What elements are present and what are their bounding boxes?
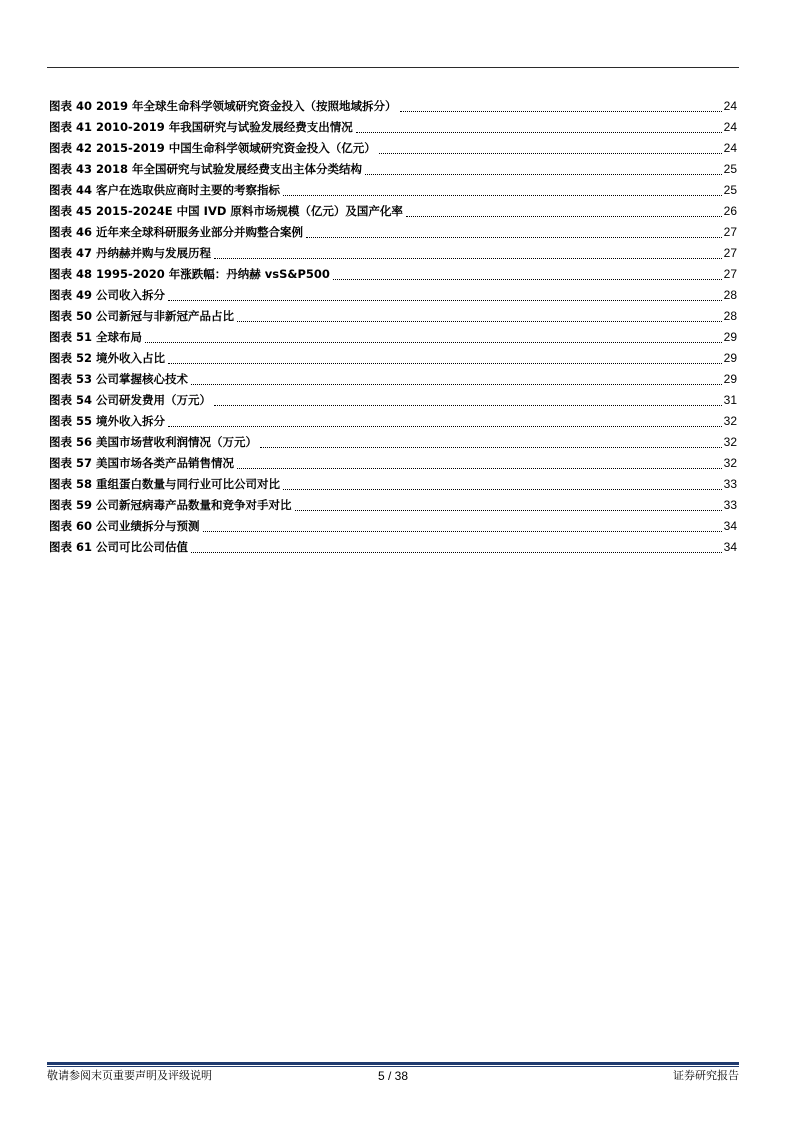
toc-entry-page: 24 <box>723 99 737 113</box>
toc-entry-44[interactable] <box>49 180 737 201</box>
toc-entry-55[interactable] <box>49 411 737 432</box>
toc-entry-40[interactable] <box>49 96 737 117</box>
toc-entry-57[interactable] <box>49 453 737 474</box>
toc-leader-dots <box>214 257 722 259</box>
toc-entry-title: 图表 58 重组蛋白数量与同行业可比公司对比 <box>49 477 281 491</box>
toc-entry-page: 25 <box>723 183 737 197</box>
toc-entry-page: 34 <box>723 519 737 533</box>
toc-leader-dots <box>214 404 722 406</box>
toc-entry-48[interactable] <box>49 264 737 285</box>
toc-entry-page: 27 <box>723 225 737 239</box>
toc-entry-page: 32 <box>723 456 737 470</box>
toc-entry-title: 图表 40 2019 年全球生命科学领域研究资金投入（按照地域拆分） <box>49 99 397 113</box>
toc-entry-title: 图表 43 2018 年全国研究与试验发展经费支出主体分类结构 <box>49 162 363 176</box>
toc-leader-dots <box>365 173 722 175</box>
toc-entry-title: 图表 54 公司研发费用（万元） <box>49 393 212 407</box>
toc-entry-page: 29 <box>723 372 737 386</box>
toc-leader-dots <box>283 194 722 196</box>
header-divider <box>47 67 739 68</box>
toc-leader-dots <box>237 467 722 469</box>
toc-entry-title: 图表 51 全球布局 <box>49 330 143 344</box>
toc-entry-52[interactable] <box>49 348 737 369</box>
toc-entry-page: 27 <box>723 267 737 281</box>
toc-entry-title: 图表 49 公司收入拆分 <box>49 288 166 302</box>
toc-entry-title: 图表 61 公司可比公司估值 <box>49 540 189 554</box>
toc-entry-page: 34 <box>723 540 737 554</box>
toc-entry-page: 32 <box>723 414 737 428</box>
toc-entry-56[interactable] <box>49 432 737 453</box>
toc-entry-59[interactable] <box>49 495 737 516</box>
toc-entry-title: 图表 55 境外收入拆分 <box>49 414 166 428</box>
toc-entry-page: 33 <box>723 498 737 512</box>
toc-entry-42[interactable] <box>49 138 737 159</box>
toc-leader-dots <box>168 425 722 427</box>
toc-entry-page: 31 <box>723 393 737 407</box>
toc-entry-page: 29 <box>723 351 737 365</box>
toc-entry-61[interactable] <box>49 537 737 558</box>
toc-entry-title: 图表 46 近年来全球科研服务业部分并购整合案例 <box>49 225 304 239</box>
toc-entry-title: 图表 50 公司新冠与非新冠产品占比 <box>49 309 235 323</box>
toc-entry-title: 图表 59 公司新冠病毒产品数量和竞争对手对比 <box>49 498 292 512</box>
toc-leader-dots <box>400 110 722 112</box>
toc-entry-page: 28 <box>723 309 737 323</box>
toc-entry-title: 图表 57 美国市场各类产品销售情况 <box>49 456 235 470</box>
toc-entry-page: 29 <box>723 330 737 344</box>
toc-entry-title: 图表 47 丹纳赫并购与发展历程 <box>49 246 212 260</box>
toc-leader-dots <box>191 551 722 553</box>
toc-entry-page: 28 <box>723 288 737 302</box>
toc-entry-title: 图表 41 2010-2019 年我国研究与试验发展经费支出情况 <box>49 120 353 134</box>
toc-entry-46[interactable] <box>49 222 737 243</box>
toc-leader-dots <box>356 131 722 133</box>
toc-entry-title: 图表 48 1995-2020 年涨跌幅：丹纳赫 vsS&P500 <box>49 267 330 281</box>
toc-entry-54[interactable] <box>49 390 737 411</box>
toc-entry-title: 图表 60 公司业绩拆分与预测 <box>49 519 200 533</box>
footer-disclaimer: 敬请参阅末页重要声明及评级说明 <box>47 1069 212 1082</box>
toc-entry-49[interactable] <box>49 285 737 306</box>
toc-entry-page: 24 <box>723 141 737 155</box>
toc-entry-41[interactable] <box>49 117 737 138</box>
page-footer <box>47 1068 739 1084</box>
toc-leader-dots <box>168 299 722 301</box>
toc-leader-dots <box>283 488 722 490</box>
toc-entry-page: 27 <box>723 246 737 260</box>
toc-entry-60[interactable] <box>49 516 737 537</box>
toc-entry-page: 24 <box>723 120 737 134</box>
figure-toc-list <box>49 96 737 558</box>
toc-entry-page: 25 <box>723 162 737 176</box>
toc-entry-51[interactable] <box>49 327 737 348</box>
toc-entry-title: 图表 45 2015-2024E 中国 IVD 原料市场规模（亿元）及国产化率 <box>49 204 403 218</box>
page-number: 5 / 38 <box>377 1069 409 1083</box>
toc-entry-47[interactable] <box>49 243 737 264</box>
footer-report-type: 证券研究报告 <box>673 1069 739 1082</box>
toc-entry-page: 33 <box>723 477 737 491</box>
toc-entry-title: 图表 44 客户在选取供应商时主要的考察指标 <box>49 183 281 197</box>
toc-leader-dots <box>333 278 722 280</box>
toc-entry-title: 图表 52 境外收入占比 <box>49 351 166 365</box>
footer-divider-thin <box>47 1066 739 1067</box>
toc-leader-dots <box>295 509 722 511</box>
toc-leader-dots <box>191 383 722 385</box>
toc-leader-dots <box>168 362 722 364</box>
toc-entry-title: 图表 56 美国市场营收利润情况（万元） <box>49 435 258 449</box>
toc-leader-dots <box>379 152 722 154</box>
toc-entry-53[interactable] <box>49 369 737 390</box>
toc-leader-dots <box>237 320 722 322</box>
toc-entry-45[interactable] <box>49 201 737 222</box>
toc-entry-title: 图表 53 公司掌握核心技术 <box>49 372 189 386</box>
toc-leader-dots <box>203 530 722 532</box>
toc-leader-dots <box>145 341 722 343</box>
toc-entry-58[interactable] <box>49 474 737 495</box>
toc-entry-page: 26 <box>723 204 737 218</box>
toc-entry-title: 图表 42 2015-2019 中国生命科学领域研究资金投入（亿元） <box>49 141 376 155</box>
toc-entry-43[interactable] <box>49 159 737 180</box>
toc-leader-dots <box>306 236 722 238</box>
toc-entry-50[interactable] <box>49 306 737 327</box>
toc-leader-dots <box>260 446 722 448</box>
toc-entry-page: 32 <box>723 435 737 449</box>
toc-leader-dots <box>406 215 722 217</box>
footer-divider-thick <box>47 1062 739 1065</box>
